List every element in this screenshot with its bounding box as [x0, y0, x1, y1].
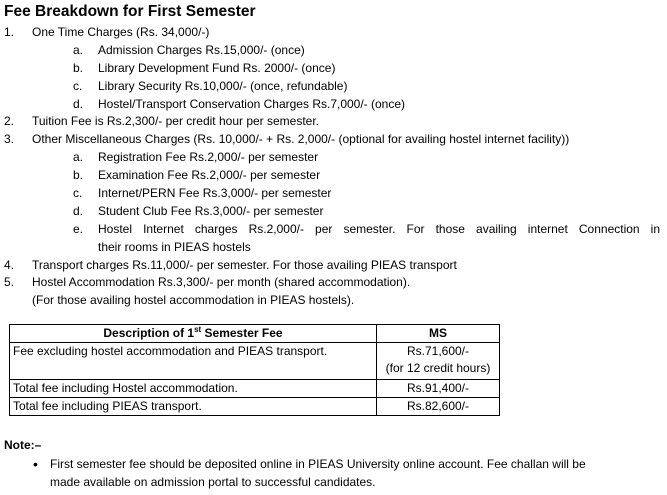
transport-charges: Transport charges Rs.11,000/- per semester. For those availing PIEAS transport [32, 258, 457, 272]
bullet-icon: • [33, 456, 38, 472]
sub-item: Student Club Fee Rs.3,000/- per semester [98, 204, 324, 218]
sub-item: Hostel Internet charges Rs.2,000/- per semester. For those availing internet Connection in [98, 222, 660, 236]
page-title: Fee Breakdown for First Semester [4, 3, 256, 20]
sub-item: Library Development Fund Rs. 2000/- (once) [98, 61, 336, 75]
table-row [10, 343, 500, 380]
sub-marker: e. [73, 222, 84, 236]
sub-marker: b. [73, 168, 84, 182]
header-superscript: st [194, 325, 202, 334]
note-heading: Note:– [4, 438, 42, 452]
list-number: 4. [4, 258, 15, 272]
table-row [10, 380, 500, 398]
one-time-charges: One Time Charges (Rs. 34,000/-) [32, 25, 210, 39]
sub-item: Registration Fee Rs.2,000/- per semester [98, 150, 319, 164]
sub-marker: c. [73, 79, 83, 93]
list-number: 2. [4, 114, 15, 128]
misc-charges: Other Miscellaneous Charges (Rs. 10,000/- + Rs. 2,000/- (optional for availing hostel internet facility)) [32, 132, 570, 146]
sub-item: Hostel/Transport Conservation Charges Rs.7,000/- (once) [98, 97, 406, 111]
header-description-text-end: Semester Fee [201, 326, 283, 340]
sub-marker: d. [73, 204, 84, 218]
row-description: Total fee including PIEAS transport. [10, 398, 377, 416]
row-ms-value [377, 343, 500, 380]
table-header-row [10, 325, 500, 343]
ms-note: (for 12 credit hours) [385, 361, 491, 375]
row-description: Total fee including Hostel accommodation. [10, 380, 377, 398]
fee-table [9, 324, 500, 416]
row-ms-value: Rs.91,400/- [377, 380, 500, 398]
note-text: First semester fee should be deposited online in PIEAS University online account. Fee challan will be [50, 457, 586, 471]
sub-item-continuation: their rooms in PIEAS hostels [98, 240, 251, 254]
sub-marker: a. [73, 43, 84, 57]
hostel-accommodation-note: (For those availing hostel accommodation in PIEAS hostels). [32, 293, 355, 307]
note-text-continuation: made available on admission portal to successful candidates. [50, 475, 376, 489]
header-description [10, 325, 377, 343]
list-number: 5. [4, 275, 15, 289]
list-number: 3. [4, 132, 15, 146]
row-ms-value: Rs.82,600/- [377, 398, 500, 416]
tuition-fee: Tuition Fee is Rs.2,300/- per credit hour per semester. [32, 114, 320, 128]
sub-item: Admission Charges Rs.15,000/- (once) [98, 43, 305, 57]
table-row [10, 398, 500, 416]
sub-marker: c. [73, 186, 83, 200]
sub-marker: d. [73, 97, 84, 111]
header-ms: MS [377, 325, 500, 343]
sub-item: Internet/PERN Fee Rs.3,000/- per semester [98, 186, 332, 200]
row-description: Fee excluding hostel accommodation and PIEAS transport. [10, 343, 377, 380]
ms-amount: Rs.71,600/- [406, 344, 470, 358]
sub-item: Library Security Rs.10,000/- (once, refundable) [98, 79, 348, 93]
list-number: 1. [4, 25, 15, 39]
hostel-accommodation: Hostel Accommodation Rs.3,300/- per month (shared accommodation). [32, 275, 411, 289]
sub-item: Examination Fee Rs.2,000/- per semester [98, 168, 321, 182]
header-description-text: Description of 1 [103, 326, 195, 340]
sub-marker: b. [73, 61, 84, 75]
sub-marker: a. [73, 150, 84, 164]
